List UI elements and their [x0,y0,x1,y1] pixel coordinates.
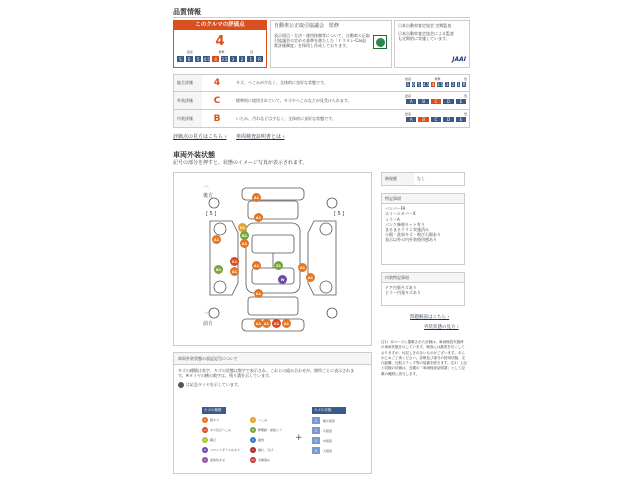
spare-tire-icon [178,382,184,388]
damage-marker[interactable]: X1 [230,257,239,266]
scale-cell: 2 [238,55,247,63]
interior-item: ドア内張キズあり [385,285,417,291]
damage-marker[interactable]: A1 [240,239,249,248]
damage-marker[interactable]: A1 [254,289,263,298]
overall-scale [405,81,467,88]
score-scale [176,55,264,63]
repair-history: 修復歴 なし [381,172,465,186]
feature-item: 小傷・洗車キズ・飛び石傷あり [385,232,441,238]
damage-marker[interactable]: X1 [272,319,281,328]
interior-notes: 内装特記事項 ドア内張キズあり ピラー内張キズあり [381,272,465,306]
damage-type-item: B 修理跡・塗装ムラ [250,427,292,433]
scale-cell: 4 [211,55,220,63]
damage-marker[interactable]: B1 [214,265,223,274]
rating-row-interior: 内装評価 B いたみ、汚れなどは少なく、全体的に良好な状態です。 最高 低 A B C D E [173,110,470,128]
scale-cell: 5 [194,55,203,63]
association-box [270,20,392,68]
scale-high: 最高 [186,50,193,54]
scale-cell: 4.5 [203,56,210,62]
scale-cell: 1 [246,55,255,63]
damage-type-item: A 線キズ [202,417,244,423]
rear-arrow-icon: ︿ [204,183,210,189]
damage-marker[interactable]: A1 [306,273,315,282]
damage-marker[interactable]: W [278,275,287,284]
aais-box [394,20,470,68]
damage-marker[interactable]: U1 [238,223,247,232]
rating-row-overall: 総合評価 4 キズ、へこみが少なく、全体的に良好な状態です。 最高 標準 低 S 6 5 4.5 4 3.5 3 2 1 R [173,74,470,92]
quality-title: 品質情報 [173,8,201,16]
damage-marker[interactable]: A1 [282,319,291,328]
scale-low: 低 [250,50,254,54]
scale-cell: R [462,82,466,87]
damage-type-item: U へこみ [250,417,292,423]
damage-marker[interactable]: A1 [298,263,307,272]
exterior-title: 車両外装状態 [173,151,215,159]
damage-type-item: W フロントガラスのキズ [203,448,240,452]
feature-item: ミラーA [385,216,400,222]
damage-marker[interactable]: A1 [252,193,261,202]
grade-cell: C [430,116,442,123]
damage-marker[interactable]: A1 [254,213,263,222]
plus-icon: + [295,433,303,443]
rating-table [173,74,470,128]
front-label: 前方 [203,321,214,327]
rating-guide-link[interactable]: 評価点の見方はこちら › [173,134,227,140]
grade-cell: D [442,98,454,105]
scale-cell: 3 [445,82,449,87]
damage-marker[interactable]: A1 [230,267,239,276]
notes-text: 注1）本ページに掲載された評価は、車両検査実施時の車両状態を示しています。検査には最善を尽くしておりますが、付記しきれないものがございます。あらかじめご了承ください。診断及び部分の使用状態、走行距離、比較ステップ等の装備を除きます。注2）上記と同様の評価は、近畿の「車両検査証明書」として記載の範囲に該当します。 [381,340,467,376]
grade-cell: C [430,98,442,105]
car-diagram [173,172,372,346]
scale-cell: S [406,82,410,87]
scale-cell: S [176,55,185,63]
score-box [173,20,267,68]
jaai-logo-icon: JAAI [452,56,466,63]
association-logo-icon [373,35,387,49]
front-arrow-icon: ﹀ [204,312,210,318]
exterior-subtitle: 記号の部分を押すと、状態のイメージ写真が表示されます。 [173,160,308,166]
scale-cell: 3.5 [437,82,444,87]
damage-marker[interactable]: S1 [274,261,283,270]
feature-item: 表示以外の内外装使用感あり [385,237,437,243]
scale-cell: 6 [412,82,415,87]
scale-cell: 3.5 [221,56,228,62]
exterior-guide-link[interactable]: 外装状態の見方 › [424,325,459,330]
interior-item: ピラー内張キズあり [385,290,421,296]
scale-cell: 4.5 [422,82,430,87]
damage-type-item: XX 交換済み [251,458,271,462]
damage-marker[interactable]: A1 [262,319,271,328]
grade-cell: B [417,116,429,123]
score-header: このクルマの評価点 [174,21,266,30]
scale-cell: R [255,55,264,63]
score-value: 4 [215,34,225,49]
scale-cell: 4 [431,82,435,87]
grade-cell: A [405,116,417,123]
grade-cell: B [417,98,429,105]
scale-mid: 標準 [218,50,225,54]
damage-state-item: 3 中程度 [312,437,346,444]
aais-title: 日本自動車査定協会 定期監査 [398,23,452,28]
car-outline-icon [202,183,344,338]
feature-item: ホイールカバーX [385,211,416,217]
grade-cell: A [405,98,417,105]
damage-type-item: C 腐食 [250,437,292,443]
grade-cell: E [455,116,467,123]
scale-cell: 3 [229,55,238,63]
damage-state-item: 1 極小程度 [312,417,346,424]
damage-marker[interactable]: A1 [212,235,221,244]
legend-title: 車両外装状態の表記記号について [174,353,371,365]
damage-state-legend: キズの状態 1 極小程度 2 小程度 3 中程度 4 大程度 [312,407,346,457]
damage-state-item: 2 小程度 [312,427,346,434]
rating-row-exterior: 外装評価 C 標準的に使用されていて、キズやへこみなどが見受けられます。 最高 低 A B C D E [173,92,470,110]
feature-item: まるまるクリン実施済み [385,226,429,232]
feature-item: バンパーFA [385,206,406,212]
interior-grade-scale [405,116,467,123]
aais-text: 日本自動車査定協会による監査も定期的に実施しています。 [398,31,454,42]
scale-cell: 1 [457,82,460,87]
tire-depth-right: [ 5 ] [334,211,345,217]
damage-marker[interactable]: A1 [254,319,263,328]
scale-cell: 6 [185,55,194,63]
damage-marker[interactable]: A1 [252,261,261,270]
feature-item: パンク修理キット有り [385,221,425,227]
grade-cell: E [455,98,467,105]
inspection-cert-link[interactable]: 車両検査証明書とは › [236,134,285,140]
rear-label: 後方 [203,193,214,199]
legend-text: キズの種類は英字、キズの状態は数字で表示され、これらの組み合わせが、箇所ごとに表示されます。※タイヤの横の数字は、残り溝を示しています。 [178,368,355,379]
spare-text: は応急タイヤを示しています。 [186,381,242,387]
damage-type-item: P 塗装色あせ [202,457,244,463]
tire-depth-left: [ 5 ] [206,211,217,217]
scale-cell: 5 [417,82,421,87]
grade-cell: D [442,116,454,123]
damage-marker[interactable]: B1 [240,231,249,240]
association-title: 自動車公正取引協議会 監修 [274,23,340,29]
damage-state-item: 4 大程度 [312,447,346,454]
scale-cell: 2 [451,82,455,87]
exterior-grade-scale [405,98,467,105]
question-guide-link[interactable]: 問題解説はこちら › [410,315,450,320]
damage-type-item: X 割れ、欠け [250,447,292,453]
damage-type-legend: キズの種類 A 線キズ U へこみ AU キズ及びへこみ B 修理跡・塗装ムラ S 錆び C 腐食 W フロントガラスのキズ X 割れ、欠け P 塗装色あせ XX 交換済み [202,407,292,463]
special-notes: 特記事項 バンパーFA ホイールカバーX ミラーA パンク修理キット有り まるまるクリン実施済み 小傷・洗車キズ・飛び石傷あり 表示以外の内外装使用感あり [381,193,465,265]
damage-type-item: S 錆び [202,437,244,443]
association-text: 表示項目・方法・運用体制等について、自動車公正取引協議会の定める基準を満たした「ｔラタレ-Car品質評価制度」を採用し作成しております。 [274,33,370,49]
damage-type-item: AU キズ及びへこみ [203,428,231,432]
legend-box [173,352,372,474]
